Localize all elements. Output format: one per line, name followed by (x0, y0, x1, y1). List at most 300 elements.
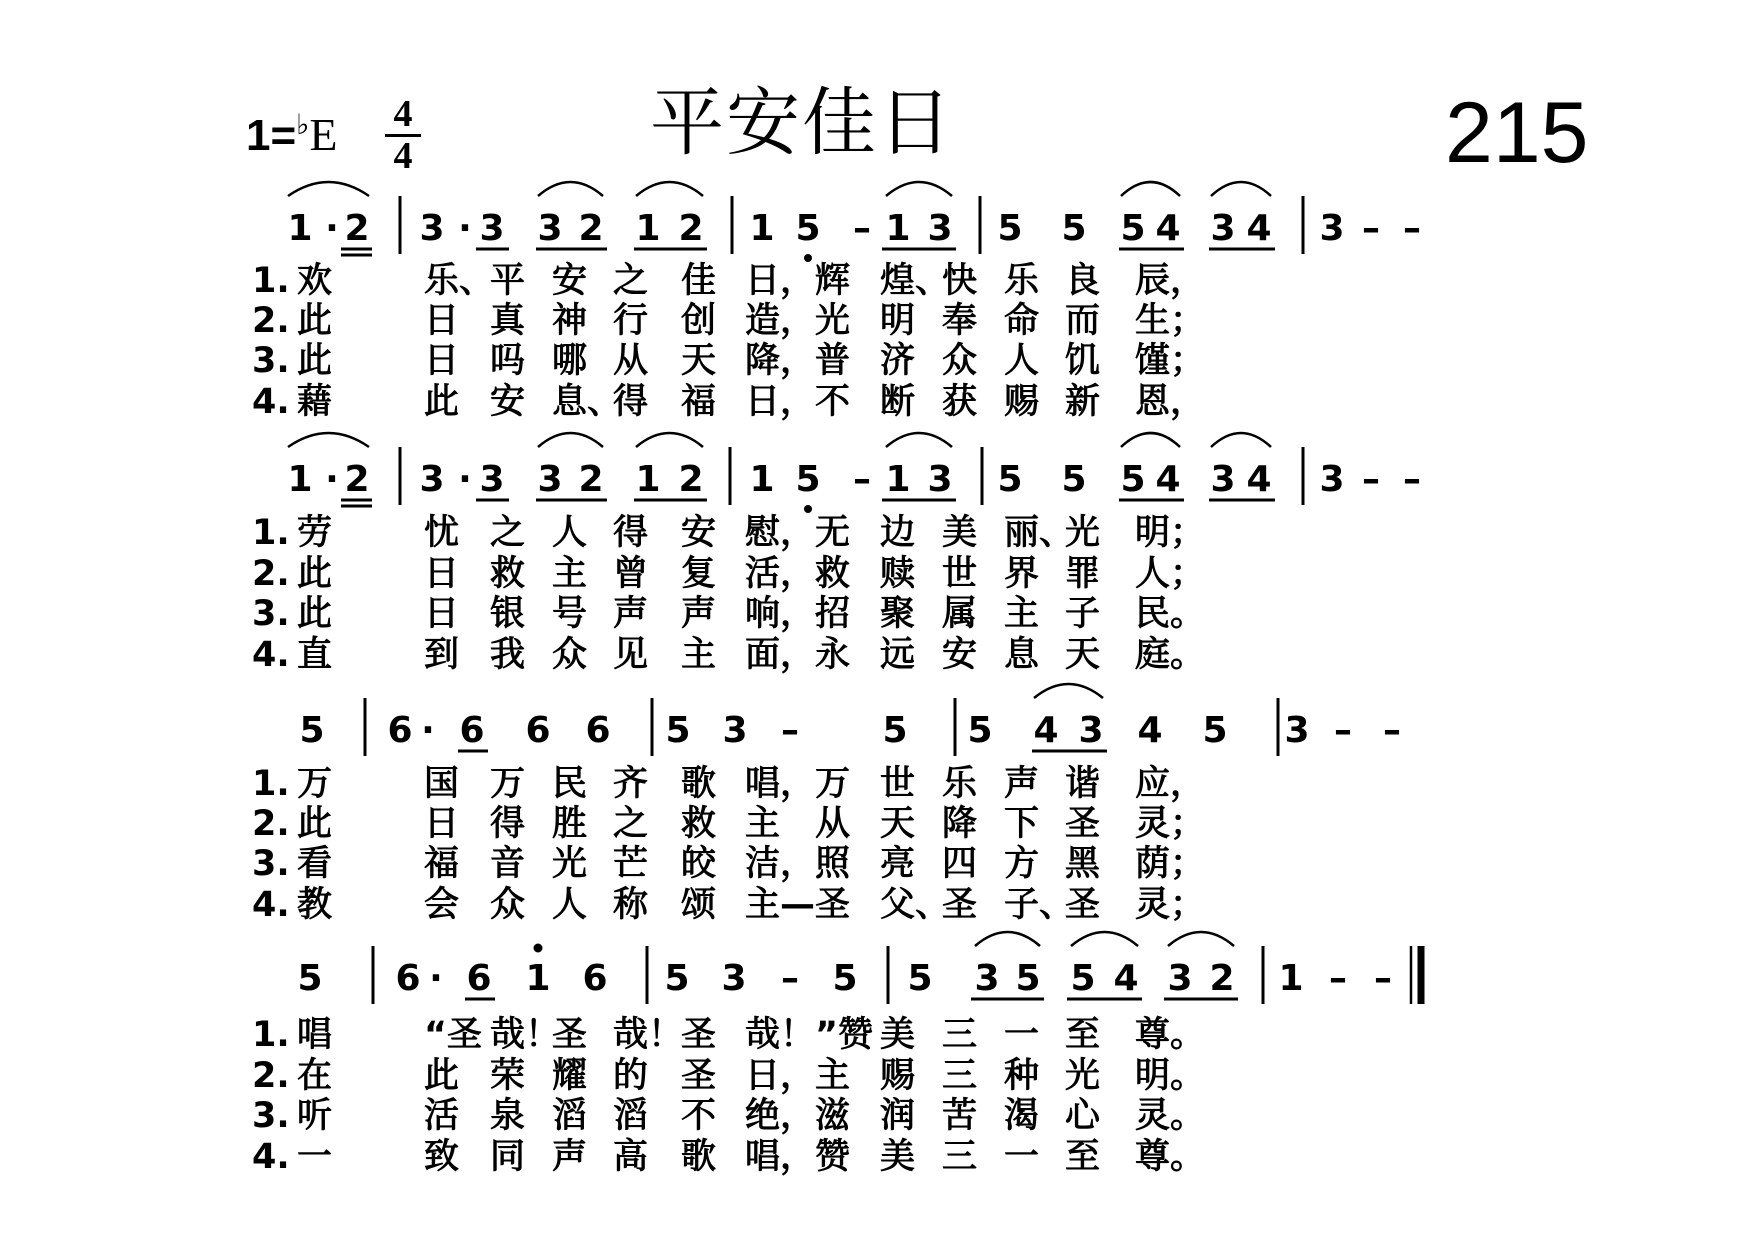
lyric: 赐 (1004, 382, 1040, 422)
note: 1 (635, 459, 661, 500)
note: 5 (1061, 208, 1087, 249)
lyric: 唱， (745, 1137, 816, 1177)
lyric: 庭。 (1135, 635, 1206, 675)
lyric: 三 (942, 1137, 978, 1177)
lyric: 声 (613, 594, 649, 634)
lyric: 美 (880, 1137, 916, 1177)
lyric: 慰， (745, 513, 816, 553)
lyric: 乐 (942, 764, 978, 804)
lyric: 安 (552, 261, 588, 301)
note: 3 (1319, 208, 1345, 249)
lyric: 哉！ (613, 1015, 684, 1055)
lyric: 心 (1065, 1096, 1101, 1136)
lyric: 下 (1004, 804, 1040, 844)
lyric: 日， (745, 261, 816, 301)
lyric: 唱 (297, 1015, 333, 1055)
lyric: 安 (942, 635, 978, 675)
lyric: 辉 (815, 261, 851, 301)
note: 1 (287, 208, 313, 249)
time-signature-top: 4 (393, 93, 413, 135)
lyric: 三 (942, 1015, 978, 1055)
lyric: 赐 (880, 1056, 916, 1096)
lyric: 边 (880, 513, 916, 553)
lyric: 声 (1004, 764, 1040, 804)
lyric: 佳 (681, 261, 717, 301)
note: 3 (974, 958, 1000, 999)
lyric: 之 (613, 261, 649, 301)
note: 2 (578, 208, 604, 249)
lyric: 照 (815, 844, 851, 884)
lyric: 忧 (424, 513, 460, 553)
lyric: 看 (297, 844, 333, 884)
note: 6 (395, 958, 421, 999)
lyric: 到 (424, 635, 460, 675)
note: 3 (537, 208, 563, 249)
lyric: 此 (297, 341, 333, 381)
note: 3 (1210, 459, 1236, 500)
lyric: 听 (297, 1096, 333, 1136)
lyric: 世 (942, 554, 978, 594)
lyric: 主 (1004, 594, 1040, 634)
lyric: 明。 (1135, 1056, 1206, 1096)
lyric: 得 (613, 513, 649, 553)
slur (288, 182, 369, 196)
lyric: 美 (942, 513, 978, 553)
slur (538, 182, 603, 196)
lyric: 平 (490, 261, 526, 301)
slur (1168, 932, 1234, 946)
lyric: “圣 (424, 1015, 483, 1055)
lyric: 圣 (681, 1056, 717, 1096)
lyric: 人 (1004, 341, 1040, 381)
key-note: E (309, 109, 338, 160)
lyric: 圣 (1065, 804, 1101, 844)
lyric: 天 (880, 804, 916, 844)
slur (1121, 182, 1180, 196)
note: 1 (525, 958, 551, 999)
lyric: 之 (613, 804, 649, 844)
lyric: 欢 (297, 261, 333, 301)
lyric: 万 (297, 764, 333, 804)
dash-hold: – (1403, 208, 1421, 249)
lyric: 而 (1065, 301, 1101, 341)
lyric: 得 (490, 804, 526, 844)
slur (1211, 433, 1271, 447)
lyric: 福 (681, 382, 717, 422)
note: 4 (1113, 958, 1139, 999)
time-signature-bottom: 4 (393, 135, 413, 177)
lyric: 响， (745, 594, 816, 634)
lyric: 息、 (552, 382, 623, 422)
lyric: 断 (880, 382, 916, 422)
note: 5 (997, 208, 1023, 249)
lyric: 此 (424, 1056, 460, 1096)
dash-hold: – (1403, 459, 1421, 500)
augmentation-dot: · (429, 958, 443, 999)
note: 4 (1155, 208, 1181, 249)
lyric: 渴 (1004, 1096, 1040, 1136)
lyric: 万 (815, 764, 851, 804)
lyric: 属 (942, 594, 978, 634)
note: 3 (927, 459, 953, 500)
note: 5 (1120, 459, 1146, 500)
lyric: 教 (297, 885, 333, 925)
lyric: 不 (815, 382, 851, 422)
lyric: ”赞 (815, 1015, 874, 1055)
lyric: 光 (815, 301, 851, 341)
lyric: 芒 (613, 844, 649, 884)
lyric: 民 (552, 764, 588, 804)
lyric: 生； (1135, 301, 1206, 341)
lyric: 煌、 (880, 261, 951, 301)
note: 1 (749, 208, 775, 249)
lyric: 日 (424, 301, 460, 341)
dash-hold: – (1362, 208, 1380, 249)
lyric: 造， (745, 301, 816, 341)
lyric: 乐、 (424, 261, 495, 301)
verse-number: 1. (252, 1015, 290, 1055)
lyric: 面， (745, 635, 816, 675)
lyric: 会 (424, 885, 460, 925)
note: 5 (795, 208, 821, 249)
lyric: 明 (880, 301, 916, 341)
lyric: 曾 (613, 554, 649, 594)
lyric: 齐 (613, 764, 649, 804)
lyric: 饥 (1065, 341, 1101, 381)
lyric: 劳 (297, 513, 333, 553)
lyric: 活 (424, 1096, 460, 1136)
dash-hold: – (853, 459, 871, 500)
lyric: 恩， (1135, 382, 1206, 422)
lyric: 灵； (1135, 885, 1206, 925)
lyric: 命 (1004, 301, 1040, 341)
note: 5 (1070, 958, 1096, 999)
lyric: 三 (942, 1056, 978, 1096)
note: 2 (678, 208, 704, 249)
slur (1211, 182, 1271, 196)
lyric: 神 (552, 301, 588, 341)
lyric: 丽、 (1004, 513, 1075, 553)
verse-number: 2. (252, 301, 290, 341)
note: 4 (1246, 459, 1272, 500)
lyric: 主 (815, 1056, 851, 1096)
note: 5 (664, 958, 690, 999)
augmentation-dot: · (458, 459, 472, 500)
lyric: 此 (297, 804, 333, 844)
lyric: 日 (424, 341, 460, 381)
note: 2 (344, 459, 370, 500)
lyric: 致 (424, 1137, 460, 1177)
lyric: 远 (880, 635, 916, 675)
verse-number: 3. (252, 844, 290, 884)
lyric: 世 (880, 764, 916, 804)
verse-number: 4. (252, 382, 290, 422)
lyric: 赞 (815, 1137, 851, 1177)
lyric: 光 (552, 844, 588, 884)
lyric: 众 (490, 885, 526, 925)
lyric: 日， (745, 382, 816, 422)
lyric: 黑 (1065, 844, 1101, 884)
slur (1121, 433, 1180, 447)
lyric: 哉！ (745, 1015, 816, 1055)
note: 3 (927, 208, 953, 249)
lyric: 声 (681, 594, 717, 634)
note: 5 (297, 958, 323, 999)
lyric: 福 (424, 844, 460, 884)
lyric: 日 (424, 804, 460, 844)
slur (636, 433, 703, 447)
lyric: 在 (297, 1056, 333, 1096)
lyric: 新 (1065, 382, 1101, 422)
note: 6 (582, 958, 608, 999)
lyric: 从 (815, 804, 851, 844)
note: 6 (387, 710, 413, 751)
lyric: 日 (424, 554, 460, 594)
note: 1 (1278, 958, 1304, 999)
lyric: 招 (815, 594, 851, 634)
lyric: 胜 (552, 804, 588, 844)
lyric: 众 (942, 341, 978, 381)
note: 1 (287, 459, 313, 500)
dash-hold: – (1383, 710, 1401, 751)
lyric: 之 (490, 513, 526, 553)
note: 1 (885, 459, 911, 500)
lyric: 亮 (880, 844, 916, 884)
augmentation-dot: · (325, 208, 339, 249)
lyric: 无 (815, 513, 851, 553)
lyric: 众 (552, 635, 588, 675)
lyric: 界 (1004, 554, 1040, 594)
verse-number: 3. (252, 341, 290, 381)
lyric: 一 (1004, 1015, 1040, 1055)
verse-number: 1. (252, 261, 290, 301)
lyric: 一 (297, 1137, 333, 1177)
lyric: 尊。 (1135, 1137, 1206, 1177)
lyric: 哪 (552, 341, 588, 381)
verse-number: 4. (252, 885, 290, 925)
lyric: 圣 (1065, 885, 1101, 925)
note: 6 (585, 710, 611, 751)
lyric: 不 (681, 1096, 717, 1136)
flat-sign: ♭ (296, 109, 310, 140)
note: 3 (1167, 958, 1193, 999)
lyric: 此 (297, 554, 333, 594)
verse-number: 2. (252, 804, 290, 844)
slur (886, 433, 952, 447)
lyric: 种 (1004, 1056, 1040, 1096)
lyric: 日， (745, 1056, 816, 1096)
note: 2 (578, 459, 604, 500)
note: 3 (1319, 459, 1345, 500)
lyric: 谐 (1065, 764, 1101, 804)
lyric: 尊。 (1135, 1015, 1206, 1055)
lyric: 降 (942, 804, 978, 844)
lyric: 主 (681, 635, 717, 675)
lyric: 绝， (745, 1096, 816, 1136)
lyric: 圣 (681, 1015, 717, 1055)
lyric: 真 (490, 301, 526, 341)
lyric: 息 (1004, 635, 1040, 675)
lyric: 号 (552, 594, 588, 634)
note: 6 (466, 958, 492, 999)
lyric: 荫； (1135, 844, 1206, 884)
note: 3 (1284, 710, 1310, 751)
lyric: 至 (1065, 1015, 1101, 1055)
lyric: 见 (613, 635, 649, 675)
lyric: 美 (880, 1015, 916, 1055)
high-octave-dot (534, 944, 543, 953)
lyric: 润 (880, 1096, 916, 1136)
dash-hold: – (1374, 958, 1392, 999)
note: 3 (479, 208, 505, 249)
lyric: 泉 (490, 1096, 526, 1136)
note: 5 (1015, 958, 1041, 999)
lyric: 直 (297, 635, 333, 675)
lyric: 人 (552, 885, 588, 925)
lyric: 天 (681, 341, 717, 381)
lyric: 荣 (490, 1056, 526, 1096)
lyric: 活， (745, 554, 816, 594)
lyric: 普 (815, 341, 851, 381)
lyric: 音 (490, 844, 526, 884)
verse-number: 4. (252, 1137, 290, 1177)
slur (1034, 684, 1103, 698)
lyric: 永 (815, 635, 851, 675)
lyric: 圣 (815, 885, 851, 925)
lyric: 称 (613, 885, 649, 925)
note: 5 (967, 710, 993, 751)
note: 3 (419, 459, 445, 500)
lyric: 声 (552, 1137, 588, 1177)
lyric: 日 (424, 594, 460, 634)
note: 3 (1078, 710, 1104, 751)
lyric: 民。 (1135, 594, 1206, 634)
lyric: 圣 (552, 1015, 588, 1055)
lyric: 光 (1065, 513, 1101, 553)
verse-number: 3. (252, 594, 290, 634)
lyric: 人； (1135, 554, 1206, 594)
lyric: 此 (424, 382, 460, 422)
slur (975, 932, 1040, 946)
lyric: 滔 (552, 1096, 588, 1136)
lyric: 苦 (942, 1096, 978, 1136)
lyric: 至 (1065, 1137, 1101, 1177)
lyric: 快 (942, 261, 978, 301)
note: 4 (1033, 710, 1059, 751)
note: 1 (635, 208, 661, 249)
lyric: 奉 (942, 301, 978, 341)
dash-hold: – (1362, 459, 1380, 500)
lyric: 罪 (1065, 554, 1101, 594)
verse-number: 1. (252, 513, 290, 553)
note: 2 (678, 459, 704, 500)
note: 6 (525, 710, 551, 751)
slur (288, 433, 369, 447)
lyric: 救 (681, 804, 717, 844)
lyric: 安 (681, 513, 717, 553)
lyric: 万 (490, 764, 526, 804)
lyric: 子 (1065, 594, 1101, 634)
slur (1071, 932, 1138, 946)
lyric: 子、 (1004, 885, 1075, 925)
verse-number: 4. (252, 635, 290, 675)
note: 6 (459, 710, 485, 751)
lyric: 辰， (1135, 261, 1206, 301)
dash-hold: – (1334, 710, 1352, 751)
verse-number: 3. (252, 1096, 290, 1136)
lyric: 人 (552, 513, 588, 553)
low-octave-dot (804, 505, 812, 513)
verse-number: 1. (252, 764, 290, 804)
note: 5 (1061, 459, 1087, 500)
lyric: 创 (681, 301, 717, 341)
lyric: 复 (681, 554, 717, 594)
note: 2 (1209, 958, 1235, 999)
augmentation-dot: · (458, 208, 472, 249)
lyric: 主— (745, 885, 816, 925)
lyric: 父、 (880, 885, 951, 925)
slur (636, 182, 703, 196)
note: 3 (419, 208, 445, 249)
lyric: 获 (942, 382, 978, 422)
lyric: 灵。 (1135, 1096, 1206, 1136)
lyric: 明； (1135, 513, 1206, 553)
lyric: 洁， (745, 844, 816, 884)
augmentation-dot: · (325, 459, 339, 500)
lyric: 国 (424, 764, 460, 804)
note: 5 (882, 710, 908, 751)
note: 3 (722, 710, 748, 751)
lyric: 同 (490, 1137, 526, 1177)
note: 2 (344, 208, 370, 249)
note: 1 (885, 208, 911, 249)
lyric: 主 (745, 804, 781, 844)
hymn-number: 215 (1445, 85, 1589, 181)
lyric: 滔 (613, 1096, 649, 1136)
dash-hold: – (853, 208, 871, 249)
lyric: 灵； (1135, 804, 1206, 844)
note: 5 (299, 710, 325, 751)
lyric: 光 (1065, 1056, 1101, 1096)
slur (886, 182, 952, 196)
lyric: 良 (1065, 261, 1101, 301)
lyric: 主 (552, 554, 588, 594)
note: 1 (749, 459, 775, 500)
lyric: 安 (490, 382, 526, 422)
lyric: 应， (1135, 764, 1206, 804)
lyric: 哉！ (490, 1015, 561, 1055)
note: 5 (832, 958, 858, 999)
lyric: 滋 (815, 1096, 851, 1136)
lyric: 皎 (681, 844, 717, 884)
key-prefix: 1= (246, 111, 297, 160)
note: 5 (1120, 208, 1146, 249)
lyric: 耀 (552, 1056, 588, 1096)
lyric: 四 (942, 844, 978, 884)
lyric: 济 (880, 341, 916, 381)
note: 4 (1155, 459, 1181, 500)
lyric: 银 (490, 594, 526, 634)
lyric: 馑； (1135, 341, 1206, 381)
note: 3 (1210, 208, 1236, 249)
lyric: 我 (490, 635, 526, 675)
lyric: 高 (613, 1137, 649, 1177)
lyric: 赎 (880, 554, 916, 594)
lyric: 吗 (490, 341, 526, 381)
note: 5 (997, 459, 1023, 500)
note: 5 (907, 958, 933, 999)
lyric: 歌 (681, 1137, 717, 1177)
